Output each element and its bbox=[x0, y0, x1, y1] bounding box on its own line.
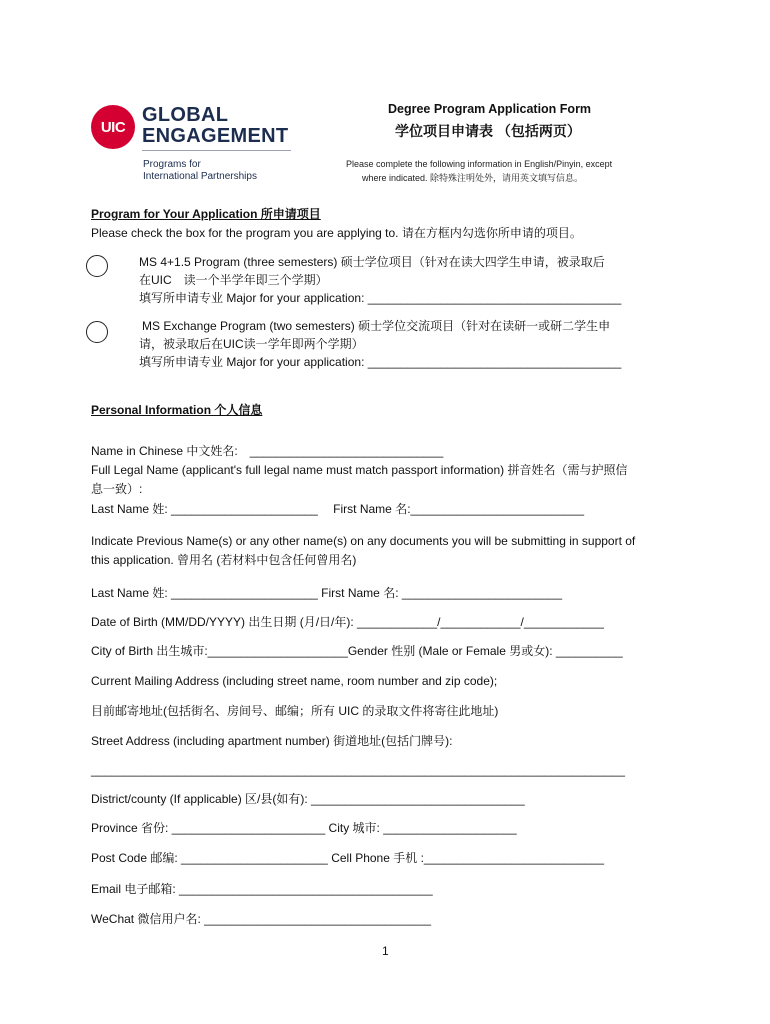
street-address-label: Street Address (including apartment number) 街道地址(包括门牌号): bbox=[91, 734, 453, 748]
radio-ms-4-1-5[interactable] bbox=[86, 255, 108, 277]
logo-global: GLOBAL bbox=[142, 104, 229, 126]
personal-section-heading: Personal Information 个人信息 bbox=[91, 403, 263, 417]
uic-logo-badge: UIC bbox=[91, 105, 135, 149]
logo-sub-line1: Programs for bbox=[143, 159, 201, 170]
legal-name-line2: 息一致）: bbox=[91, 482, 143, 496]
form-title: Degree Program Application Form bbox=[388, 102, 592, 116]
previous-name-line1: Indicate Previous Name(s) or any other name(s) on any documents you will be submitting in support of bbox=[91, 534, 636, 548]
option1-line1: MS 4+1.5 Program (three semesters) 硕士学位项目（针对在读大四学生申请，被录取后 bbox=[139, 255, 605, 269]
street-address-field[interactable]: ________________________________________________________________________________ bbox=[91, 763, 625, 777]
logo-sub-line2: International Partnerships bbox=[143, 171, 257, 182]
legal-name-line1: Full Legal Name (applicant's full legal name must match passport information) 拼音姓名（需与护照信 bbox=[91, 463, 628, 477]
option1-major-field[interactable]: 填写所申请专业 Major for your application: ______________________________________ bbox=[139, 291, 622, 305]
radio-ms-exchange[interactable] bbox=[86, 321, 108, 343]
instructions-note-line2: where indicated. 除特殊注明处外，请用英文填写信息。 bbox=[362, 173, 584, 183]
postcode-cell-field[interactable]: Post Code 邮编: ______________________ Cell Phone 手机 :___________________________ bbox=[91, 851, 605, 865]
mailing-address-label-cn: 目前邮寄地址(包括街名、房间号、邮编；所有 UIC 的录取文件将寄往此地址) bbox=[91, 704, 499, 718]
email-field[interactable]: Email 电子邮箱: ______________________________________ bbox=[91, 882, 433, 896]
option1-line2: 在UIC 读一个半学年即三个学期） bbox=[139, 273, 328, 287]
legal-last-first-field[interactable]: Last Name 姓: ______________________ First Name 名:__________________________ bbox=[91, 502, 585, 516]
district-field[interactable]: District/county (If applicable) 区/县(如有): ________________________________ bbox=[91, 792, 525, 806]
previous-name-line2: this application. 曾用名 (若材料中包含任何曾用名) bbox=[91, 553, 357, 567]
province-city-field[interactable]: Province 省份: _______________________ City 城市: ____________________ bbox=[91, 821, 517, 835]
date-of-birth-field[interactable]: Date of Birth (MM/DD/YYYY) 出生日期 (月/日/年): ____________/____________/____________ bbox=[91, 615, 604, 629]
instructions-note-line1: Please complete the following information in English/Pinyin, except bbox=[346, 159, 613, 169]
form-title-cn: 学位项目申请表 （包括两页） bbox=[395, 123, 581, 139]
program-instruction: Please check the box for the program you are applying to. 请在方框内勾选你所申请的项目。 bbox=[91, 226, 582, 240]
previous-last-first-field[interactable]: Last Name 姓: ______________________ First Name 名: ________________________ bbox=[91, 586, 563, 600]
option2-major-field[interactable]: 填写所申请专业 Major for your application: ______________________________________ bbox=[139, 355, 622, 369]
wechat-field[interactable]: WeChat 微信用户名: __________________________________ bbox=[91, 912, 432, 926]
logo-engagement: ENGAGEMENT bbox=[142, 125, 289, 147]
option2-line2: 请，被录取后在UIC读一学年即两个学期） bbox=[139, 337, 364, 351]
mailing-address-label-en: Current Mailing Address (including street name, room number and zip code); bbox=[91, 674, 498, 688]
option2-line1: MS Exchange Program (two semesters) 硕士学位交流项目（针对在读研一或研二学生申 bbox=[142, 319, 611, 333]
city-gender-field[interactable]: City of Birth 出生城市:_____________________Gender 性别 (Male or Female 男或女): __________ bbox=[91, 644, 623, 658]
program-section-heading: Program for Your Application 所申请项目 bbox=[91, 207, 321, 221]
page-number: 1 bbox=[382, 944, 389, 958]
logo-divider bbox=[142, 150, 291, 151]
chinese-name-field[interactable]: Name in Chinese 中文姓名: _____________________________ bbox=[91, 444, 444, 458]
